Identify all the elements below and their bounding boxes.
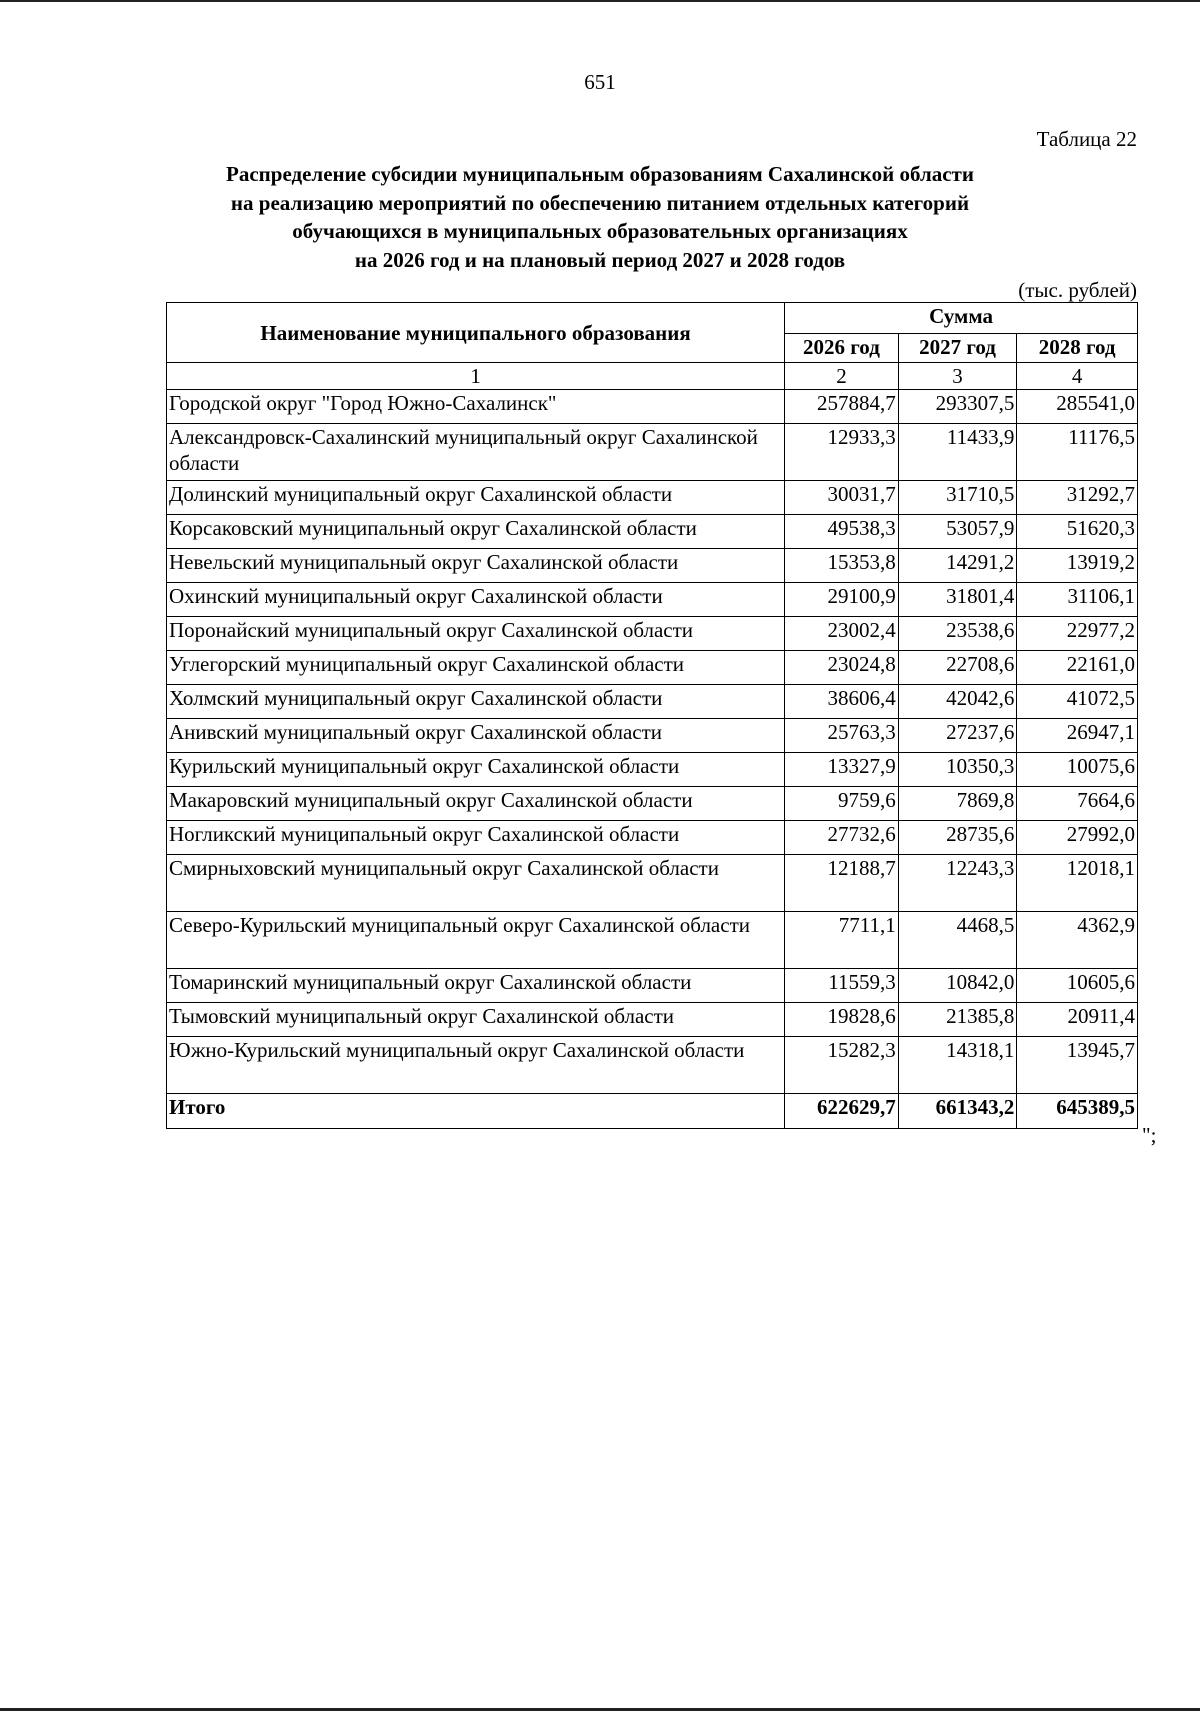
value-2028: 22161,0 — [1017, 651, 1138, 685]
value-2026: 13327,9 — [785, 753, 899, 787]
table-row — [167, 969, 1138, 1003]
municipality-name: Макаровский муниципальный округ Сахалинской области — [167, 787, 785, 821]
municipality-name: Южно-Курильский муниципальный округ Сахалинской области — [167, 1037, 785, 1094]
table-row — [167, 583, 1138, 617]
municipality-name: Охинский муниципальный округ Сахалинской области — [167, 583, 785, 617]
value-2026: 15282,3 — [785, 1037, 899, 1094]
municipality-name: Тымовский муниципальный округ Сахалинской области — [167, 1003, 785, 1037]
municipality-name: Холмский муниципальный округ Сахалинской области — [167, 685, 785, 719]
value-2026: 23024,8 — [785, 651, 899, 685]
value-2026: 49538,3 — [785, 515, 899, 549]
value-2027: 10842,0 — [898, 969, 1017, 1003]
value-2028: 13945,7 — [1017, 1037, 1138, 1094]
units-label: (тыс. рублей) — [1018, 278, 1137, 302]
value-2027: 7869,8 — [898, 787, 1017, 821]
scan-edge-top — [0, 0, 1200, 2]
page-number: 651 — [584, 70, 616, 94]
municipality-name: Корсаковский муниципальный округ Сахалинской области — [167, 515, 785, 549]
value-2028: 31106,1 — [1017, 583, 1138, 617]
value-2027: 22708,6 — [898, 651, 1017, 685]
value-2028: 51620,3 — [1017, 515, 1138, 549]
table-row — [167, 753, 1138, 787]
table-row — [167, 1003, 1138, 1037]
value-2028: 13919,2 — [1017, 549, 1138, 583]
header-year-2026: 2026 год — [785, 334, 899, 363]
municipality-name: Поронайский муниципальный округ Сахалинской области — [167, 617, 785, 651]
value-2026: 25763,3 — [785, 719, 899, 753]
header-year-2027: 2027 год — [898, 334, 1017, 363]
value-2026: 12933,3 — [785, 424, 899, 481]
municipality-name: Невельский муниципальный округ Сахалинской области — [167, 549, 785, 583]
column-number: 2 — [785, 363, 899, 390]
municipality-name: Александровск-Сахалинский муниципальный округ Сахалинской области — [167, 424, 785, 481]
municipality-name: Северо-Курильский муниципальный округ Сахалинской области — [167, 912, 785, 969]
value-2027: 23538,6 — [898, 617, 1017, 651]
value-2027: 14291,2 — [898, 549, 1017, 583]
value-2028: 10075,6 — [1017, 753, 1138, 787]
document-title — [160, 160, 1040, 274]
table-row — [167, 481, 1138, 515]
value-2026: 38606,4 — [785, 685, 899, 719]
municipality-name: Городской округ "Город Южно-Сахалинск" — [167, 390, 785, 424]
value-2026: 23002,4 — [785, 617, 899, 651]
title-line: Распределение субсидии муниципальным образованиям Сахалинской области — [226, 162, 974, 186]
closing-quote-mark: "; — [1142, 1123, 1157, 1147]
value-2026: 27732,6 — [785, 821, 899, 855]
municipality-name: Ногликский муниципальный округ Сахалинской области — [167, 821, 785, 855]
value-2026: 12188,7 — [785, 855, 899, 912]
table-row — [167, 821, 1138, 855]
value-2027: 31801,4 — [898, 583, 1017, 617]
table-row — [167, 719, 1138, 753]
municipality-name: Курильский муниципальный округ Сахалинской области — [167, 753, 785, 787]
column-number: 4 — [1017, 363, 1138, 390]
value-2027: 10350,3 — [898, 753, 1017, 787]
value-2026: 7711,1 — [785, 912, 899, 969]
value-2026: 19828,6 — [785, 1003, 899, 1037]
total-row — [167, 1094, 1138, 1129]
municipality-name: Углегорский муниципальный округ Сахалинской области — [167, 651, 785, 685]
table-row — [167, 424, 1138, 481]
title-line: обучающихся в муниципальных образовательных организациях — [292, 219, 908, 243]
total-label: Итого — [167, 1094, 785, 1129]
value-2027: 28735,6 — [898, 821, 1017, 855]
value-2026: 15353,8 — [785, 549, 899, 583]
total-2026: 622629,7 — [785, 1094, 899, 1129]
value-2027: 14318,1 — [898, 1037, 1017, 1094]
value-2027: 12243,3 — [898, 855, 1017, 912]
total-2028: 645389,5 — [1017, 1094, 1138, 1129]
table-row — [167, 912, 1138, 969]
table-row — [167, 855, 1138, 912]
value-2028: 27992,0 — [1017, 821, 1138, 855]
value-2028: 22977,2 — [1017, 617, 1138, 651]
value-2027: 31710,5 — [898, 481, 1017, 515]
table-row — [167, 617, 1138, 651]
table-row — [167, 515, 1138, 549]
title-line: на 2026 год и на плановый период 2027 и 2028 годов — [354, 247, 846, 272]
value-2026: 29100,9 — [785, 583, 899, 617]
value-2028: 31292,7 — [1017, 481, 1138, 515]
value-2027: 293307,5 — [898, 390, 1017, 424]
value-2028: 12018,1 — [1017, 855, 1138, 912]
value-2028: 4362,9 — [1017, 912, 1138, 969]
column-number: 1 — [167, 363, 785, 390]
subsidy-table — [166, 302, 1138, 1129]
value-2028: 10605,6 — [1017, 969, 1138, 1003]
value-2027: 27237,6 — [898, 719, 1017, 753]
table-row — [167, 1037, 1138, 1094]
table-row — [167, 685, 1138, 719]
header-municipality: Наименование муниципального образования — [167, 303, 785, 363]
value-2027: 21385,8 — [898, 1003, 1017, 1037]
value-2028: 41072,5 — [1017, 685, 1138, 719]
header-sum: Сумма — [785, 303, 1138, 334]
scan-edge-bottom — [0, 1708, 1200, 1711]
table-row — [167, 787, 1138, 821]
value-2027: 4468,5 — [898, 912, 1017, 969]
value-2026: 257884,7 — [785, 390, 899, 424]
value-2026: 30031,7 — [785, 481, 899, 515]
municipality-name: Томаринский муниципальный округ Сахалинской области — [167, 969, 785, 1003]
value-2028: 20911,4 — [1017, 1003, 1138, 1037]
municipality-name: Анивский муниципальный округ Сахалинской области — [167, 719, 785, 753]
municipality-name: Смирныховский муниципальный округ Сахалинской области — [167, 855, 785, 912]
table-row — [167, 549, 1138, 583]
table-label: Таблица 22 — [1036, 127, 1137, 151]
value-2027: 11433,9 — [898, 424, 1017, 481]
header-year-2028: 2028 год — [1017, 334, 1138, 363]
title-line: на реализацию мероприятий по обеспечению питанием отдельных категорий — [230, 190, 970, 215]
value-2027: 42042,6 — [898, 685, 1017, 719]
value-2028: 26947,1 — [1017, 719, 1138, 753]
value-2026: 9759,6 — [785, 787, 899, 821]
value-2028: 11176,5 — [1017, 424, 1138, 481]
column-number: 3 — [898, 363, 1017, 390]
total-2027: 661343,2 — [898, 1094, 1017, 1129]
value-2026: 11559,3 — [785, 969, 899, 1003]
value-2027: 53057,9 — [898, 515, 1017, 549]
municipality-name: Долинский муниципальный округ Сахалинской области — [167, 481, 785, 515]
table-row — [167, 390, 1138, 424]
value-2028: 285541,0 — [1017, 390, 1138, 424]
table-row — [167, 651, 1138, 685]
value-2028: 7664,6 — [1017, 787, 1138, 821]
